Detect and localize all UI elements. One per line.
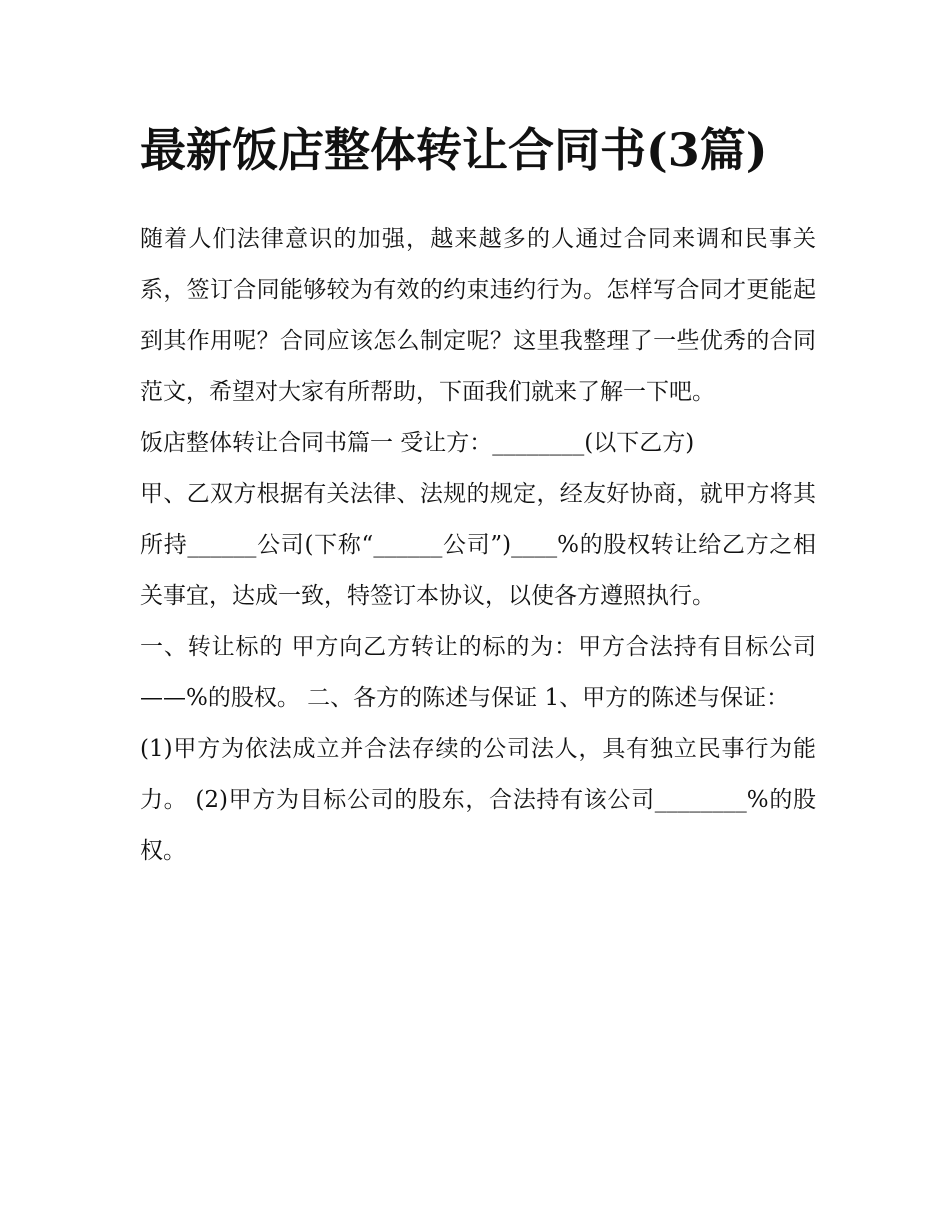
paragraph-clause-1: 一、转让标的 甲方向乙方转让的标的为：甲方合法持有目标公司——%的股权。 二、各方的陈述与保证 1、甲方的陈述与保证： xyxy=(140,634,816,711)
paragraph-intro: 随着人们法律意识的加强，越来越多的人通过合同来调和民事关系，签订合同能够较为有效的约束违约行为。怎样写合同才更能起到其作用呢？合同应该怎么制定呢？这里我整理了一些优秀的合同范文，希望对大家有所帮助，下面我们就来了解一下吧。 xyxy=(140,226,816,405)
document-title: 最新饭店整体转让合同书(3篇) xyxy=(140,123,768,177)
paragraph-preamble: 甲、乙双方根据有关法律、法规的规定，经友好协商，就甲方将其所持______公司(下称“______公司”)____%的股权转让给乙方之相关事宜，达成一致，特签订本协议，以使各方遵照执行。 xyxy=(140,481,816,609)
paragraph-clause-1-items: (1)甲方为依法成立并合法存续的公司法人，具有独立民事行为能力。 (2)甲方为目标公司的股东，合法持有该公司________%的股权。 xyxy=(140,736,816,864)
document-body xyxy=(140,112,816,877)
paragraph-contract-heading: 饭店整体转让合同书篇一 受让方：________(以下乙方) xyxy=(140,430,695,456)
